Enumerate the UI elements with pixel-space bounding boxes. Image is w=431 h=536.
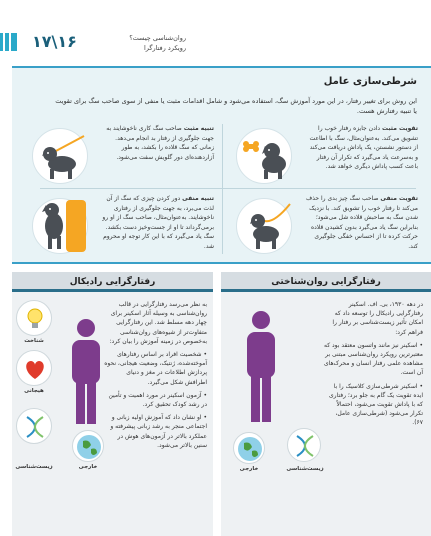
column-text (323, 300, 423, 428)
page-numbers: ۱۷\۱۶ (32, 32, 77, 51)
label-external: خارجی (78, 464, 98, 470)
bullet-item: • او نشان داد که آموزش اولیه زبانی و اجتماعی منجر به رشد زبانی پیشرفته و عملکرد بالاتر در آزمون‌های هوش در سنین بالاتر می‌شود. (110, 414, 207, 449)
cell-text (102, 124, 214, 162)
column-body (12, 292, 213, 536)
bullet-item: • اسکینر نیز مانند واتسون معتقد بود که معتبرترین رویکرد روان‌شناسی مبتنی بر مشاهده علمی رفتار انسان و محرک‌های آن است. (323, 341, 423, 377)
bullet-item: • آزمون اسکینر در مورد اهمیت و تأمین در رشد کودک تحقیق کرد. (108, 391, 207, 409)
cell-title: تنبیه مثبت (183, 125, 214, 132)
heart-icon (16, 350, 52, 386)
person-figure (66, 318, 106, 428)
cell-text (102, 194, 214, 251)
cell-negative-reinforcement (230, 194, 420, 254)
column-title: رفتارگرایی رادیکال (12, 272, 213, 292)
operant-conditioning-box (12, 66, 431, 264)
person-figure (241, 310, 281, 428)
cell-body: دور کردن چیزی که سگ از آن لذت می‌برد، به جهت جلوگیری از رفتاری ناخوشایند. به‌عنوان‌مثال، صاحب سگ از او رو برمی‌گرداند تا او از جست‌وخیز دست بکشد. سگ یاد می‌گیرد که با این کار توجه او محروم شد. (102, 195, 214, 250)
cell-text (306, 194, 418, 251)
globe-icon (233, 432, 265, 464)
intro-paragraph: به نظر می‌رسد رفتارگرایی در قالب روان‌شناسی به وسیله آثار اسکینر برای چهار دهه مسلط شد. این رفتارگرایی متفاوت‌تر از شیوه‌های روان‌شناسی به‌خصوص در زمینه آموزش را بیان کرد: (109, 301, 207, 345)
chapter-line2: رویکرد رفتارگرا (143, 44, 186, 52)
label-cognitive: شناخت (24, 338, 44, 344)
box-intro: این روش برای تغییر رفتار، در این مورد آموزش سگ، استفاده می‌شود و شامل اقدامات مثبت یا منفی از سوی صاحب سگ برای تقویت یا تنبیه رفتارش هست. (55, 97, 417, 115)
label-external: خارجی (239, 466, 259, 472)
bullet-item: • شخصیت افراد بر اساس رفتارهای آموخته‌شده، ژنتیک، وضعیت هیجانی، نحوه پردازش اطلاعات در مغز و دنیای اطرافش شکل می‌گیرد. (104, 351, 207, 386)
dog-leash-pull-illustration (28, 126, 96, 184)
column-title: رفتارگرایی روان‌شناختی (221, 272, 431, 292)
label-biology: زیست‌شناسی (286, 466, 324, 472)
cell-body: دادن جایزه رفتار خوب را تشویق می‌کند. به‌عنوان‌مثال، سگ با اطاعت از دستور نشستن، یک پاداش دریافت می‌کند و به‌سرعت یاد می‌گیرد که تکرار آن رفتار باعث کسب پاداش دیگری خواهد شد. (309, 125, 418, 170)
column-text (103, 300, 207, 450)
cell-negative-punishment (26, 194, 216, 254)
cell-body: صاحب سگ چیز بدی را حذف می‌کند تا رفتار خوب را تشویق کند. با نزدیک شدن سگ به صاحبش قلاده شل می‌شود؛ بنابراین سگ یاد می‌گیرد بدون کشیدن قلاده حرکت کرده تا از احساس خفگی جلوگیری کند. (306, 195, 418, 250)
cell-positive-punishment (26, 124, 216, 184)
column-body (221, 292, 431, 536)
dog-treat-illustration (232, 126, 300, 184)
chapter-title (96, 33, 186, 53)
divider-vertical (222, 124, 223, 254)
dog-loose-leash-illustration (232, 196, 300, 254)
cell-title: تنبیه منفی (182, 195, 214, 202)
dna-icon (287, 428, 321, 462)
lightbulb-icon (16, 300, 52, 336)
dna-icon (16, 408, 52, 444)
header-stripes (0, 33, 17, 51)
cell-title: تقویت مثبت (382, 125, 418, 132)
bullet-item: • اسکینر شرطی‌سازی کلاسیک را با ایده تقویت یک گام به جلو برد؛ رفتاری که با پاداش تقویت می‌شود، احتمالاً تکرار می‌شود (شرطی‌سازی عامل، ۶۷). (328, 382, 423, 427)
owner-turns-away-illustration (28, 196, 96, 254)
cell-positive-reinforcement (230, 124, 420, 184)
divider-horizontal (40, 188, 416, 189)
page-header (0, 30, 431, 56)
chapter-line1: روان‌شناسی چیست؟ (129, 34, 186, 42)
label-emotion: هیجانی (24, 388, 44, 394)
label-biology: زیست‌شناسی (15, 464, 53, 470)
globe-icon (72, 430, 104, 462)
intro-paragraph: در دهه ۱۹۳۰، بی. اف. اسکینر رفتارگرایی رادیکال را توسعه داد که امکان تأثیر زیست‌شناسی بر رفتار را فراهم کرد: (332, 301, 423, 336)
cell-body: صاحب سگ کاری ناخوشایند به جهت جلوگیری از رفتار بد انجام می‌دهد. زمانی که سگ قلاده را بکشد، به‌ طور آزاردهنده‌ای دور گلویش سفت می‌شود. (106, 125, 214, 161)
box-title: شرطی‌سازی عامل (323, 76, 417, 87)
cell-title: تقویت منفی (380, 195, 418, 202)
radical-behaviorism-column (12, 272, 213, 536)
psychological-behaviorism-column (221, 272, 431, 536)
cell-text (306, 124, 418, 172)
